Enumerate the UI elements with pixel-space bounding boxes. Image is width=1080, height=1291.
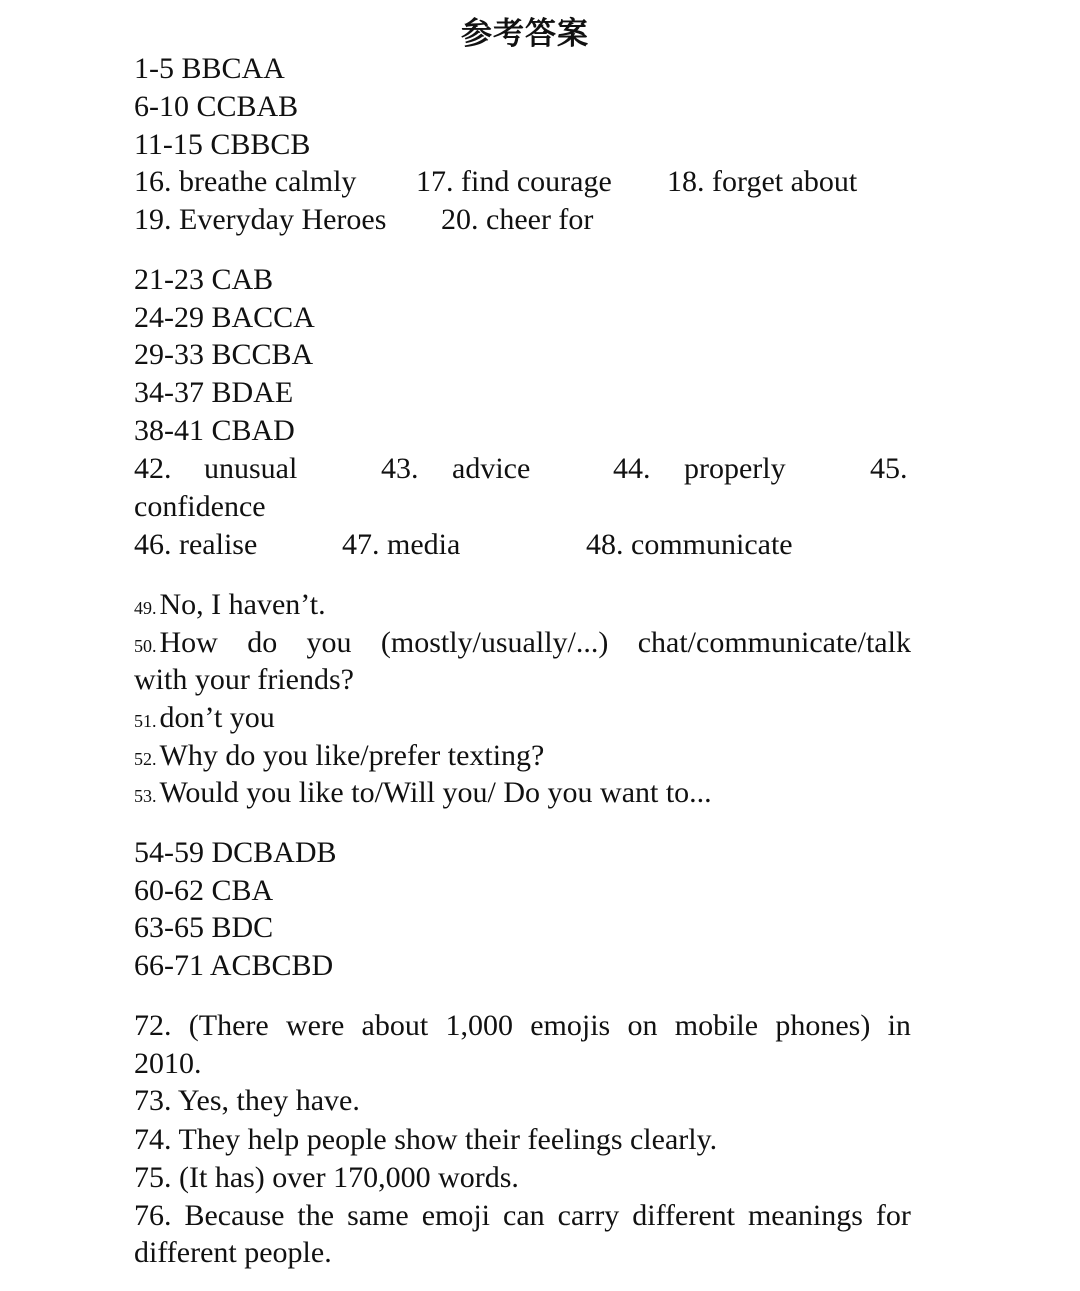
question-number: 49. [134,598,157,618]
answer-word: carry [557,1199,620,1232]
answer-50-line2: with your friends? [134,663,354,696]
answer-word: can [503,1199,545,1232]
answer-72-line1 [134,1007,911,1045]
answer-word: 76. [134,1199,172,1232]
answer-word: 72. [134,1009,172,1042]
answer-75: 75. (It has) over 170,000 words. [134,1161,519,1194]
answer-word: about [361,1009,429,1042]
question-number: 52. [134,749,157,769]
answer-line: 54-59 DCBADB [134,836,337,869]
answer-word: Because [184,1199,285,1232]
question-number: 53. [134,786,157,806]
answer-line: 38-41 CBAD [134,414,295,447]
answer-line: 34-37 BDAE [134,376,294,409]
answer-76-line2: different people. [134,1236,332,1269]
answer-word: (There [188,1009,269,1042]
answer-18: 18. forget about [667,165,858,198]
answer-53 [134,774,712,815]
answer-text: don’t you [159,701,275,734]
answer-44-number: 44. [613,452,651,485]
answer-word: for [875,1199,911,1232]
answer-word: (mostly/usually/...) [380,626,609,659]
answer-48: 48. communicate [586,528,793,561]
answer-word: phones) [775,1009,871,1042]
answer-43: advice [452,452,531,485]
answer-49 [134,586,326,627]
answer-42: unusual [204,452,298,485]
question-number: 51. [134,711,157,731]
answer-word: 1,000 [445,1009,513,1042]
answer-line: 29-33 BCCBA [134,338,314,371]
answer-word: How [159,626,218,659]
answer-word: do [247,626,278,659]
answer-word: same [347,1199,409,1232]
answer-word: chat/communicate/talk [637,626,911,659]
answer-text: Would you like to/Will you/ Do you want to... [159,776,712,809]
answer-word: the [297,1199,335,1232]
answer-line-19-20 [134,201,914,239]
answer-73: 73. Yes, they have. [134,1084,360,1117]
answer-word: different [632,1199,735,1232]
answer-word: were [285,1009,345,1042]
answer-46: 46. realise [134,528,258,561]
answer-word: in [887,1009,911,1042]
answer-43-number: 43. [381,452,419,485]
answer-word: emojis [530,1009,611,1042]
answer-44: properly [684,452,786,485]
answer-19: 19. Everyday Heroes [134,203,387,236]
answer-line: 21-23 CAB [134,263,274,296]
answer-word: you [306,626,352,659]
answer-51 [134,699,275,740]
answer-word: emoji [421,1199,491,1232]
answer-74: 74. They help people show their feelings clearly. [134,1123,718,1156]
question-number: 50. [134,636,157,656]
answer-line-46-48 [134,526,914,564]
answer-47: 47. media [342,528,461,561]
answer-72-line2: 2010. [134,1047,202,1080]
answer-line-42-45 [134,450,914,488]
answer-word: mobile [674,1009,759,1042]
answer-text: No, I haven’t. [159,588,326,621]
answer-line: 60-62 CBA [134,874,274,907]
answer-line: 63-65 BDC [134,911,274,944]
answer-42-number: 42. [134,452,172,485]
answer-52 [134,737,544,778]
answer-line-16-18 [134,163,914,201]
answer-50-line1 [134,624,911,665]
answer-line: 1-5 BBCAA [134,52,285,85]
answer-45: confidence [134,490,266,523]
answer-20: 20. cheer for [441,203,594,236]
answer-17: 17. find courage [416,165,612,198]
answer-16: 16. breathe calmly [134,165,357,198]
page-title: 参考答案 [461,16,589,52]
answer-line: 66-71 ACBCBD [134,949,334,982]
answer-76-line1 [134,1197,911,1235]
answer-45-number: 45. [870,452,908,485]
answer-text: Why do you like/prefer texting? [159,739,545,772]
answer-line: 6-10 CCBAB [134,90,299,123]
answer-line: 24-29 BACCA [134,301,315,334]
answer-word: meanings [747,1199,863,1232]
answer-line: 11-15 CBBCB [134,128,311,161]
answer-word: on [627,1009,658,1042]
